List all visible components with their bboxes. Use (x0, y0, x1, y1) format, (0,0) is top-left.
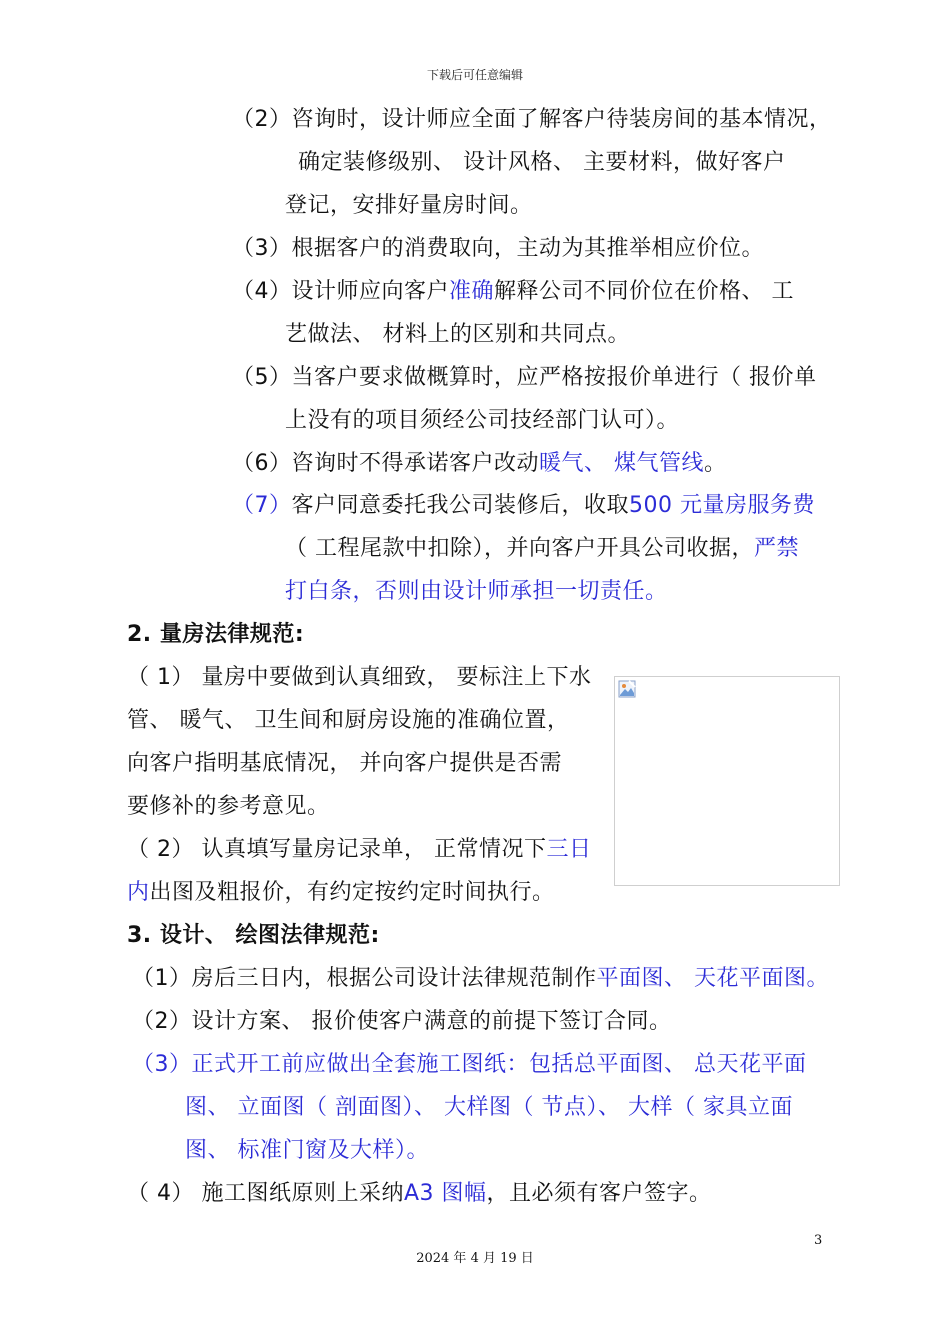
section-heading: 2. 量房法律规范: (127, 622, 305, 647)
para-line: （5）当客户要求做概算时，应严格按报价单进行（ 报价单 (232, 365, 817, 390)
highlight-run: 内 (127, 880, 150, 905)
highlight-run: 三日 (546, 837, 592, 862)
para-line: 登记，安排好量房时间。 (285, 193, 533, 218)
page-header: 下载后可任意编辑 (426, 68, 523, 82)
para-line: 艺做法、 材料上的区别和共同点。 (285, 322, 630, 347)
text-run: 出图及粗报价，有约定按约定时间执行。 (149, 880, 555, 905)
para-line: 确定装修级别、 设计风格、 主要材料，做好客户 (298, 150, 786, 175)
highlight-run: （7） (232, 493, 292, 518)
para-line (232, 449, 727, 479)
text-run: 解释公司不同价位在价格、 工 (494, 279, 795, 304)
text-run: 客户同意委托我公司装修后，收取 (291, 493, 630, 518)
text-run: 。 (806, 966, 830, 991)
text-run: （4）设计师应向客户 (232, 279, 449, 304)
text-run: （1）房后三日内，根据公司设计法律规范制作 (132, 966, 597, 991)
para-line: 打白条，否则由设计师承担一切责任。 (285, 579, 668, 604)
text-run: （6）咨询时不得承诺客户改动 (232, 451, 539, 476)
para-line: 要修补的参考意见。 (127, 794, 330, 819)
para-line (127, 1179, 712, 1209)
para-line (127, 835, 592, 865)
text-run: 。 (704, 451, 727, 476)
para-line (232, 277, 794, 307)
highlight-run: 正式开工前应做出全套施工图纸：包括总平面图、 总天花平面 (191, 1052, 807, 1077)
para-line (132, 1050, 807, 1080)
highlight-run: 平面图、 天花平面图 (596, 966, 807, 991)
footer-date: 2024 年 4 月 19 日 (416, 1251, 534, 1266)
highlight-run: （3） (132, 1052, 192, 1077)
text-run: ，且必须有客户签字。 (486, 1181, 712, 1206)
para-line: （2）咨询时，设计师应全面了解客户待装房间的基本情况， (232, 107, 832, 132)
broken-image-icon (618, 680, 636, 698)
para-line: 上没有的项目须经公司技经部门认可）。 (285, 408, 680, 433)
para-line: 图、 立面图（ 剖面图）、 大样图（ 节点）、 大样（ 家具立面 (185, 1095, 793, 1120)
text-run: （ 4） 施工图纸原则上采纳 (127, 1181, 404, 1206)
highlight-run: 严禁 (754, 536, 800, 561)
para-line: （2）设计方案、 报价使客户满意的前提下签订合同。 (132, 1009, 672, 1034)
para-line: 向客户指明基底情况， 并向客户提供是否需 (127, 751, 562, 776)
highlight-run: A3 图幅 (403, 1181, 487, 1206)
highlight-run: 500 元量房服务费 (629, 493, 816, 518)
page-number: 3 (814, 1233, 823, 1248)
highlight-run: 准确 (449, 279, 495, 304)
para-line: （ 1） 量房中要做到认真细致， 要标注上下水 (127, 665, 592, 690)
image-placeholder (614, 676, 840, 886)
para-line (285, 534, 799, 564)
para-line (132, 964, 829, 994)
para-line: （3）根据客户的消费取向，主动为其推举相应价位。 (232, 236, 764, 261)
para-line (232, 491, 815, 521)
para-line (127, 878, 555, 908)
text-run: （ 2） 认真填写量房记录单， 正常情况下 (127, 837, 547, 862)
para-line: 图、 标准门窗及大样）。 (185, 1138, 429, 1163)
highlight-run: 暖气、 煤气管线 (539, 451, 704, 476)
text-run: （ 工程尾款中扣除），并向客户开具公司收据， (285, 536, 754, 561)
para-line: 管、 暖气、 卫生间和厨房设施的准确位置， (127, 708, 570, 733)
section-heading: 3. 设计、 绘图法律规范: (127, 923, 380, 948)
